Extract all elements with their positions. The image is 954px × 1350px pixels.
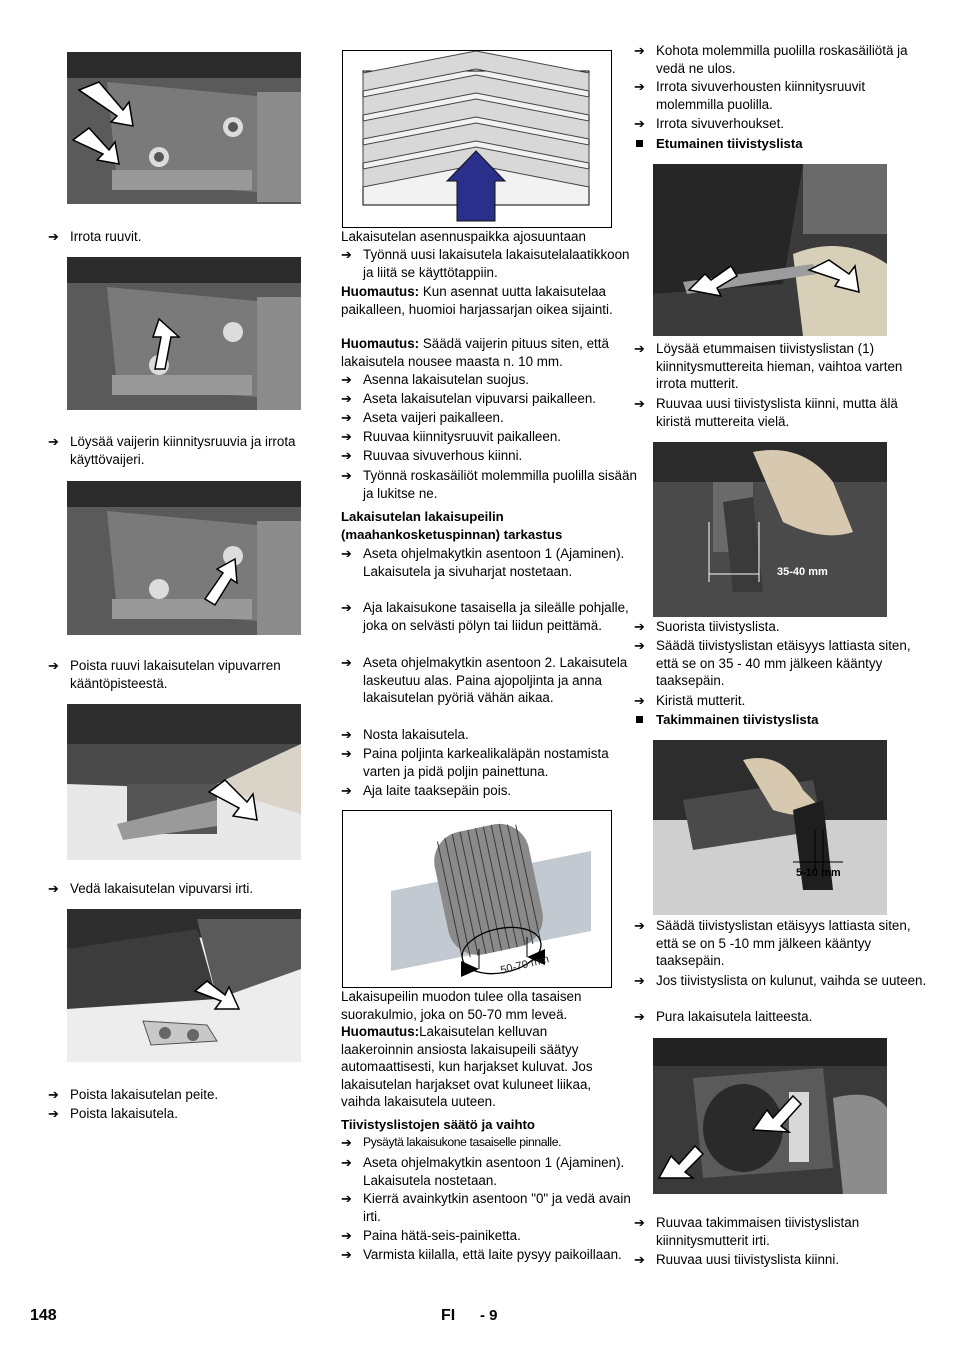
step-reverse-away: ➔ Aja laite taaksepäin pois. [341, 783, 512, 798]
arrow-right-icon: ➔ [634, 973, 645, 988]
arrow-right-icon: ➔ [634, 1215, 645, 1230]
step-unscrew-rear-nuts: ➔ Ruuvaa takimmaisen tiivistyslistan kiinnitysmutterit irti. [634, 1215, 860, 1248]
step-pull-lever-arm: ➔ Vedä lakaisutelan vipuvarsi irti. [48, 881, 254, 896]
step-wedge: ➔ Varmista kiilalla, että laite pysyy paikoillaan. [341, 1247, 622, 1262]
step-place-cable: ➔ Aseta vaijeri paikalleen. [341, 410, 504, 425]
step-screw-fasteners: ➔ Ruuvaa kiinnitysruuvit paikalleen. [341, 429, 561, 444]
step-push-bins: ➔ Työnnä roskasäiliöt molemmilla puolilla sisään ja lukitse ne. [341, 468, 637, 501]
arrow-right-icon: ➔ [341, 1191, 352, 1206]
arrow-right-icon: ➔ [341, 600, 352, 615]
arrow-right-icon: ➔ [341, 429, 352, 444]
arrow-right-icon: ➔ [341, 1155, 352, 1170]
arrow-right-icon: ➔ [634, 1252, 645, 1267]
step-key-switch: ➔ Kierrä avainkytkin asentoon "0" ja vedä avain irti. [341, 1191, 631, 1224]
language-code: FI [441, 1307, 456, 1324]
arrow-right-icon: ➔ [634, 116, 645, 131]
step-adjust-rear-distance: ➔ Säädä tiivistyslistan etäisyys lattiasta siten, että se on 5 -10 mm jälkeen kääntyy taaksepäin. [634, 918, 911, 969]
note-bristle-position: Huomautus: Kun asennat uutta lakaisutelaa paikalleen, huomioi harjassarjan oikea sijainti. [341, 284, 613, 317]
heading-seal-adjust: Tiivistyslistojen säätö ja vaihto [341, 1117, 535, 1132]
arrow-right-icon: ➔ [341, 1228, 352, 1243]
dimension-label-50-70: 50-70 mm [499, 953, 551, 977]
square-bullet-icon [636, 716, 643, 723]
step-stop-machine: ➔ Pysäytä lakaisukone tasaiselle pinnalle. [341, 1135, 562, 1150]
step-screw-new-rear-seal: ➔ Ruuvaa uusi tiivistyslista kiinni. [634, 1252, 840, 1267]
step-straighten-seal: ➔ Suorista tiivistyslista. [634, 619, 780, 634]
heading-sweep-pattern-check: Lakaisutelan lakaisupeilin (maahankosketuspinnan) tarkastus [341, 509, 563, 542]
arrow-right-icon: ➔ [634, 619, 645, 634]
heading-front-seal: Etumainen tiivistyslista [634, 135, 931, 153]
step-pivot-screw: ➔ Poista ruuvi lakaisutelan vipuvarren kääntöpisteestä. [48, 658, 281, 691]
step-screw-new-front-seal: ➔ Ruuvaa uusi tiivistyslista kiinni, mutta älä kiristä muttereita vielä. [634, 396, 898, 429]
arrow-right-icon: ➔ [48, 1106, 59, 1121]
step-insert-roller: ➔ Työnnä uusi lakaisutela lakaisutelalaatikkoon ja liitä se käyttötappiin. [341, 247, 630, 280]
caption-roller-orientation: Lakaisutelan asennuspaikka ajosuuntaan [341, 229, 586, 244]
step-adjust-front-distance: ➔ Säädä tiivistyslistan etäisyys lattiasta siten, että se on 35 - 40 mm jälkeen kääntyy taaksepäin. [634, 638, 911, 689]
arrow-right-icon: ➔ [48, 229, 59, 244]
step-remove-side-panels: ➔ Irrota sivuverhoukset. [634, 116, 785, 131]
photo-rear-seal-nuts [653, 1038, 887, 1194]
step-dismount-roller: ➔ Pura lakaisutela laitteesta. [634, 1009, 813, 1024]
step-program-switch-2: ➔ Aseta ohjelmakytkin asentoon 2. Lakaisutela laskeutuu alas. Paina ajopoljinta ja anna lakaisutelan pyöriä vähän aikaa. [341, 655, 628, 706]
arrow-right-icon: ➔ [341, 1247, 352, 1262]
arrow-right-icon: ➔ [341, 783, 352, 798]
arrow-right-icon: ➔ [48, 881, 59, 896]
arrow-right-icon: ➔ [48, 658, 59, 673]
arrow-right-icon: ➔ [48, 434, 59, 449]
photo-pull-lever-arm [67, 704, 301, 860]
step-remove-screws: ➔ Irrota ruuvit. [48, 229, 142, 244]
step-tighten-nuts: ➔ Kiristä mutterit. [634, 693, 746, 708]
photo-front-seal-distance [653, 442, 887, 617]
arrow-right-icon: ➔ [341, 727, 352, 742]
diagram-sweep-pattern [342, 810, 612, 988]
note-cable-length: Huomautus: Säädä vaijerin pituus siten, että lakaisutela nousee maasta n. 10 mm. [341, 336, 609, 369]
dimension-label-5-10: 5-10 mm [796, 867, 841, 879]
arrow-right-icon: ➔ [634, 79, 645, 94]
square-bullet-icon [636, 140, 643, 147]
step-loosen-cable: ➔ Löysää vaijerin kiinnitysruuvia ja irrota käyttövaijeri. [48, 434, 296, 467]
arrow-right-icon: ➔ [341, 448, 352, 463]
page-number: 148 [30, 1307, 57, 1324]
photo-loosen-cable [67, 257, 301, 410]
dimension-label-35-40: 35-40 mm [777, 566, 828, 578]
photo-remove-screws [67, 52, 301, 204]
arrow-right-icon: ➔ [634, 43, 645, 58]
arrow-right-icon: ➔ [634, 918, 645, 933]
arrow-right-icon: ➔ [341, 468, 352, 483]
arrow-right-icon: ➔ [341, 655, 352, 670]
heading-rear-seal: Takimmainen tiivistyslista [634, 711, 931, 729]
step-replace-worn-seal: ➔ Jos tiivistyslista on kulunut, vaihda se uuteen. [634, 973, 927, 988]
step-place-lever-arm: ➔ Aseta lakaisutelan vipuvarsi paikalleen. [341, 391, 596, 406]
arrow-right-icon: ➔ [341, 410, 352, 425]
diagram-roller-orientation [342, 50, 612, 228]
arrow-right-icon: ➔ [634, 396, 645, 411]
step-raise-roller: ➔ Nosta lakaisutela. [341, 727, 469, 742]
step-emergency-stop: ➔ Paina hätä-seis-painiketta. [341, 1228, 521, 1243]
step-install-guard: ➔ Asenna lakaisutelan suojus. [341, 372, 530, 387]
caption-sweep-pattern: Lakaisupeilin muodon tulee olla tasaisen suorakulmio, joka on 50-70 mm leveä. [341, 989, 582, 1022]
step-program-switch-1: ➔ Aseta ohjelmakytkin asentoon 1 (Ajaminen). Lakaisutela ja sivuharjat nostetaan. [341, 546, 625, 579]
arrow-right-icon: ➔ [634, 341, 645, 356]
section-page-number: - 9 [480, 1307, 498, 1324]
step-drive-on-dusty-floor: ➔ Aja lakaisukone tasaisella ja sileälle pohjalle, joka on selvästi pölyn tai liidun peittämä. [341, 600, 629, 633]
step-remove-cover: ➔ Poista lakaisutelan peite. [48, 1087, 219, 1102]
arrow-right-icon: ➔ [341, 546, 352, 561]
step-lift-bins: ➔ Kohota molemmilla puolilla roskasäiliötä ja vedä ne ulos. [634, 43, 908, 76]
step-remove-side-screws: ➔ Irrota sivuverhousten kiinnitysruuvit molemmilla puolilla. [634, 79, 866, 112]
step-press-pedal: ➔ Paina poljinta karkealikaläpän nostamista varten ja pidä poljin painettuna. [341, 746, 609, 779]
arrow-right-icon: ➔ [341, 1135, 352, 1150]
note-floating-bearing: Huomautus:Lakaisutelan kelluvan laakeroinnin ansiosta lakaisupeili säätyy automaattisesti, kun harjakset kuluvat. Jos lakaisutelan harjakset ovat kuluneet liikaa, vaihda lakaisutela uuteen. [341, 1024, 593, 1110]
photo-rear-seal-distance [653, 740, 887, 915]
arrow-right-icon: ➔ [48, 1087, 59, 1102]
arrow-right-icon: ➔ [634, 693, 645, 708]
arrow-right-icon: ➔ [341, 372, 352, 387]
step-screw-side-panel: ➔ Ruuvaa sivuverhous kiinni. [341, 448, 523, 463]
step-program-switch-raise: ➔ Aseta ohjelmakytkin asentoon 1 (Ajaminen). Lakaisutela nostetaan. [341, 1155, 625, 1188]
arrow-right-icon: ➔ [634, 638, 645, 653]
photo-front-seal [653, 164, 887, 336]
photo-remove-cover [67, 909, 301, 1062]
step-loosen-front-nuts: ➔ Löysää etummaisen tiivistyslistan (1) kiinnitysmuttereita hieman, vaihtoa varten irrota mutterit. [634, 341, 903, 392]
arrow-right-icon: ➔ [341, 391, 352, 406]
arrow-right-icon: ➔ [634, 1009, 645, 1024]
arrow-right-icon: ➔ [341, 746, 352, 761]
step-remove-roller: ➔ Poista lakaisutela. [48, 1106, 178, 1121]
photo-pivot-screw [67, 481, 301, 635]
arrow-right-icon: ➔ [341, 247, 352, 262]
